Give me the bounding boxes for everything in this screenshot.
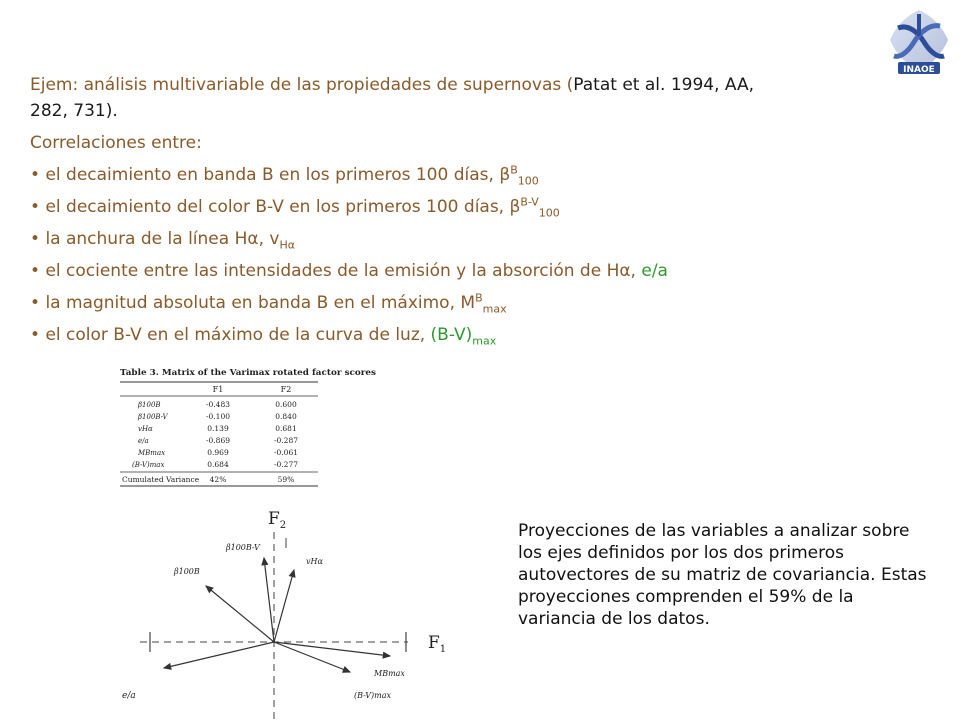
bullet-item-4: [30, 260, 860, 282]
table-row: [137, 412, 297, 421]
item-text: el color B-V en el máximo de la curva de luz,: [45, 325, 431, 345]
table-row: [138, 424, 297, 433]
table-footer-row: [122, 475, 294, 484]
vector-vha: [274, 570, 294, 642]
item-sub: max: [472, 334, 497, 348]
row-f1: -0.869: [205, 436, 231, 445]
table-row: [137, 400, 297, 409]
intro-citation: Patat et al. 1994, AA,: [573, 75, 755, 95]
bullet-icon: •: [30, 197, 41, 217]
intro-line: [30, 74, 860, 96]
main-text: [30, 74, 860, 354]
item-symbol: v: [269, 229, 280, 249]
item-sup: B-V: [520, 195, 539, 209]
label-beta-bv: β100B-V: [226, 543, 260, 552]
row-label: β100B: [138, 401, 161, 409]
bullet-item-2: [30, 196, 860, 218]
row-f2: -0.287: [273, 436, 299, 445]
item-text: la magnitud absoluta en banda B en el máximo,: [45, 293, 461, 313]
bullet-icon: •: [30, 229, 41, 249]
item-text: el cociente entre las intensidades de la emisión y la absorción de Hα,: [45, 261, 642, 281]
row-f2: -0.061: [273, 448, 299, 457]
bullet-item-1: [30, 164, 860, 186]
label-ea: e/a: [122, 691, 136, 701]
bullet-icon: •: [30, 325, 41, 345]
label-bv: (B-V)max: [354, 691, 392, 700]
footer-f1: 42%: [209, 475, 227, 484]
table-header-f1: F1: [212, 385, 224, 394]
item-symbol: M: [460, 293, 476, 313]
row-f1: 0.969: [207, 448, 229, 457]
bullet-icon: •: [30, 261, 41, 281]
intro-prefix: Ejem: análisis multivariable de las propiedades de supernovas (: [30, 75, 574, 95]
f1-axis-label: $F_1$: [428, 633, 447, 655]
item-sub: max: [482, 302, 507, 316]
item-sup: B: [475, 291, 483, 305]
label-beta-b: β100B: [174, 567, 200, 576]
footer-f2: 59%: [277, 475, 295, 484]
projection-diagram: [118, 502, 474, 720]
row-f1: -0.483: [205, 400, 231, 409]
item-sub: Hα: [279, 238, 295, 252]
bullet-item-5: [30, 292, 860, 314]
bullet-icon: •: [30, 165, 41, 185]
item-sub: 100: [517, 174, 539, 188]
row-label: vHα: [138, 425, 153, 433]
item-symbol: β: [499, 165, 511, 185]
row-f2: -0.277: [273, 460, 299, 469]
table-row: [132, 460, 298, 469]
label-mb: MBmax: [374, 669, 405, 678]
item-symbol: β: [509, 197, 521, 217]
bullet-item-6: [30, 324, 860, 346]
table-row: [138, 436, 298, 445]
intro-citation-line2: 282, 731).: [30, 101, 118, 121]
row-f1: -0.100: [205, 412, 231, 421]
item-sup: B: [510, 163, 518, 177]
row-f2: 0.681: [275, 424, 297, 433]
inaoe-logo: [884, 6, 954, 78]
row-label: MBmax: [138, 449, 166, 457]
row-label: (B-V)max: [132, 461, 165, 469]
bullet-item-3: [30, 228, 860, 250]
item-symbol: e/a: [641, 261, 668, 281]
correlaciones-title: Correlaciones entre:: [30, 133, 202, 153]
logo-text: INAOE: [903, 65, 935, 75]
item-sub: 100: [538, 206, 560, 220]
vector-ea: [164, 642, 274, 668]
row-f2: 0.600: [275, 400, 297, 409]
label-vha: vHα: [306, 557, 323, 566]
bullet-icon: •: [30, 293, 41, 313]
projection-caption: Proyecciones de las variables a analizar sobre los ejes definidos por los dos primeros autovectores de su matriz de covariancia. Estas proyecciones comprenden el 59% de la variancia de los datos.: [518, 521, 927, 629]
vector-beta-bv: [264, 558, 274, 642]
row-label: β100B-V: [138, 413, 168, 421]
vector-beta-b: [206, 586, 274, 642]
row-label: e/a: [138, 437, 149, 445]
table-caption: Table 3. Matrix of the Varimax rotated factor scores: [120, 368, 377, 378]
footer-label: Cumulated Variance: [122, 475, 200, 484]
item-text: el decaimiento en banda B en los primeros 100 días,: [45, 165, 500, 185]
row-f1: 0.684: [207, 460, 229, 469]
item-text: el decaimiento del color B-V en los primeros 100 días,: [45, 197, 510, 217]
row-f1: 0.139: [207, 424, 229, 433]
table-header-f2: F2: [280, 385, 292, 394]
factor-scores-table: [118, 364, 380, 490]
f2-axis-label: $F_2$: [268, 509, 287, 531]
item-text: la anchura de la línea Hα,: [45, 229, 270, 249]
row-f2: 0.840: [275, 412, 297, 421]
table-row: [137, 448, 298, 457]
item-symbol: (B-V): [430, 325, 473, 345]
